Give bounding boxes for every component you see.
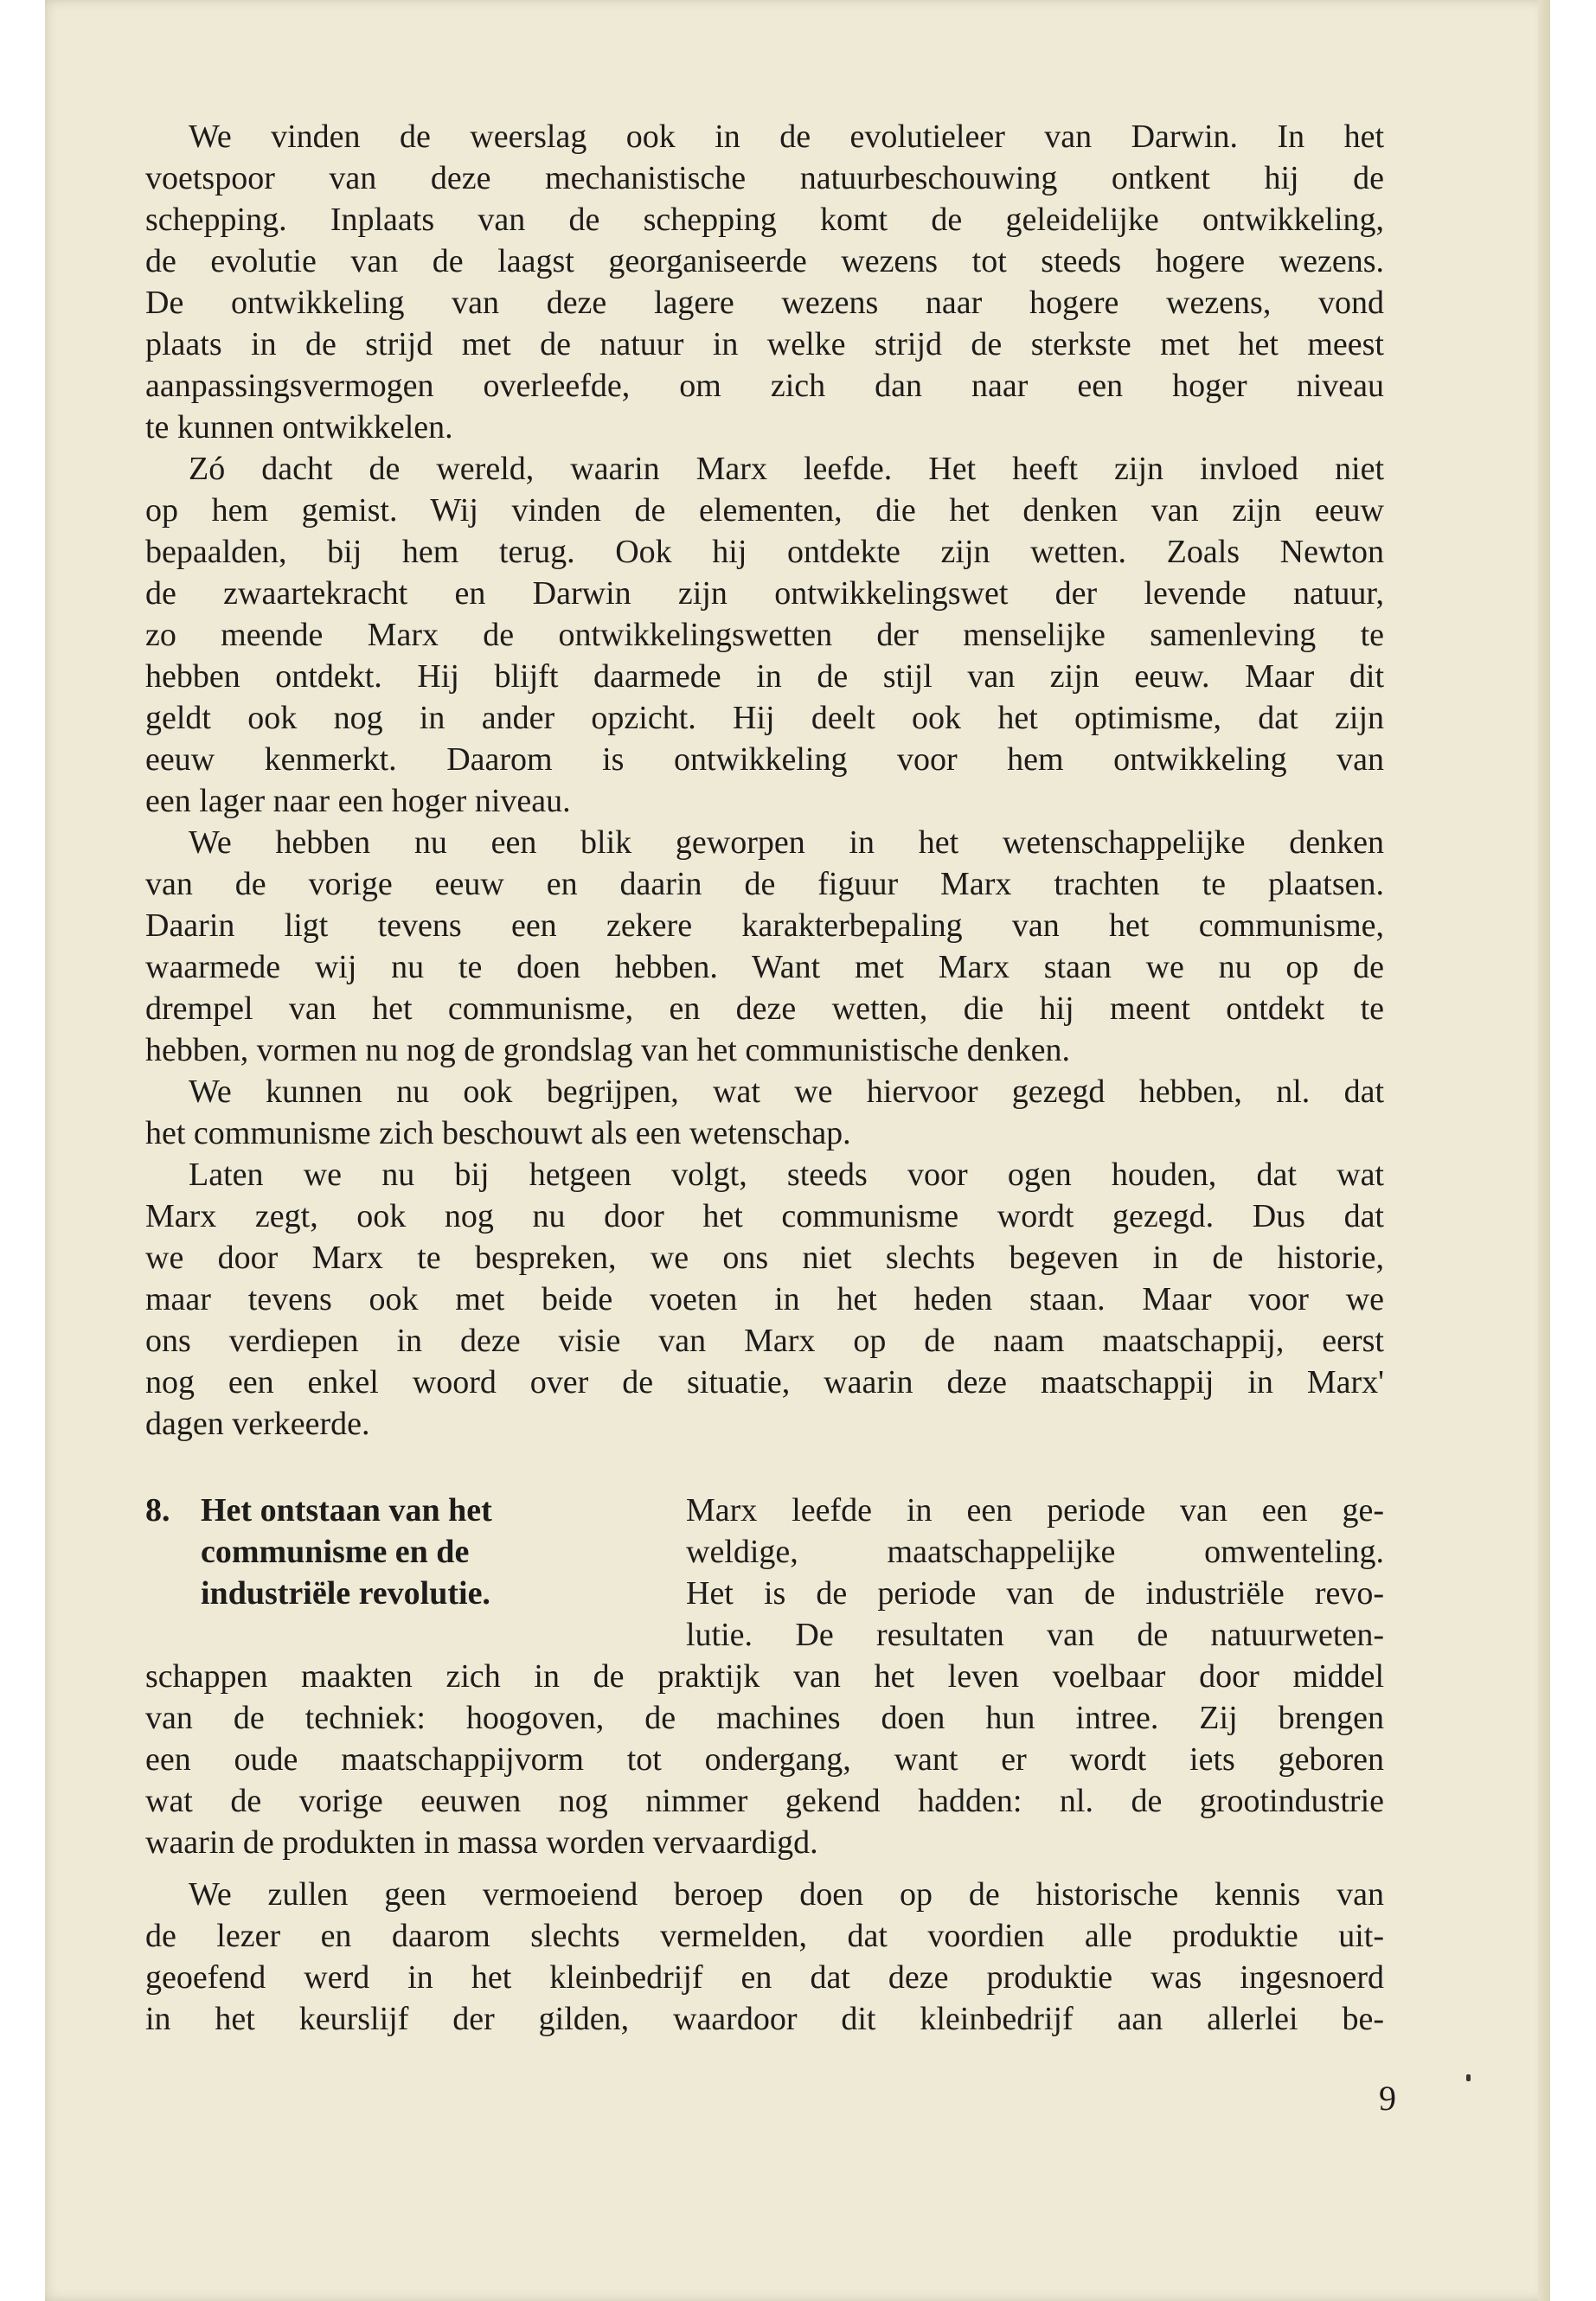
text-line: in het keurslijf der gilden, waardoor dit kleinbedrijf aan allerlei be-: [145, 2001, 1384, 2037]
text-line: een lager naar een hoger niveau.: [145, 783, 571, 819]
text-line: Marx leefde in een periode van een ge-: [686, 1492, 1384, 1529]
text-line: op hem gemist. Wij vinden de elementen, die het denken van zijn eeuw: [145, 492, 1384, 529]
paragraph-guilds: [145, 1874, 1384, 2040]
text-line: een oude maatschappijvorm tot ondergang, want er wordt iets geboren: [145, 1741, 1384, 1778]
text-line: maar tevens ook met beide voeten in het heden staan. Maar voor we: [145, 1281, 1384, 1317]
section-number: 8.: [145, 1492, 170, 1529]
paragraph-scientific-thinking: [145, 822, 1384, 1071]
paragraph-science: [145, 1071, 1384, 1154]
text-line: weldige, maatschappelijke omwenteling.: [686, 1534, 1384, 1570]
body-text-bottom: [145, 1656, 1384, 2040]
paragraph-darwin: [145, 116, 1384, 448]
text-line: de zwaartekracht en Darwin zijn ontwikkelingswet der levende natuur,: [145, 575, 1384, 612]
text-line: bepaalden, bij hem terug. Ook hij ontdekte zijn wetten. Zoals Newton: [145, 534, 1384, 570]
text-line: het communisme zich beschouwt als een wetenschap.: [145, 1115, 851, 1151]
text-line: schepping. Inplaats van de schepping komt de geleidelijke ontwikkeling,: [145, 202, 1384, 238]
text-line: Marx zegt, ook nog nu door het communisme wordt gezegd. Dus dat: [145, 1198, 1384, 1234]
text-line: We vinden de weerslag ook in de evolutieleer van Darwin. In het: [189, 119, 1384, 155]
ink-speck: [1466, 2074, 1471, 2081]
text-line: Daarin ligt tevens een zekere karakterbepaling van het communisme,: [145, 907, 1384, 944]
text-line: De ontwikkeling van deze lagere wezens naar hogere wezens, vond: [145, 285, 1384, 321]
text-line: schappen maakten zich in de praktijk van het leven voelbaar door middel: [145, 1658, 1384, 1695]
text-line: voetspoor van deze mechanistische natuurbeschouwing ontkent hij de: [145, 160, 1384, 196]
text-line: dagen verkeerde.: [145, 1406, 370, 1442]
text-line: plaats in de strijd met de natuur in welke strijd de sterkste met het meest: [145, 326, 1384, 362]
section-side-text: [686, 1490, 1384, 1656]
text-line: Laten we nu bij hetgeen volgt, steeds voor ogen houden, dat wat: [189, 1157, 1384, 1193]
text-line: lutie. De resultaten van de natuurweten-: [686, 1617, 1384, 1653]
text-line: hebben, vormen nu nog de grondslag van het communistische denken.: [145, 1032, 1071, 1068]
text-line: Het is de periode van de industriële revo-: [686, 1575, 1384, 1612]
page-number: 9: [1379, 2079, 1396, 2118]
text-line: drempel van het communisme, en deze wetten, die hij meent ontdekt te: [145, 990, 1384, 1027]
page-edge-shadow: [1538, 0, 1550, 2301]
section-title-line: industriële revolutie.: [201, 1575, 490, 1612]
body-text-top: [145, 116, 1384, 1445]
text-line: waarin de produkten in massa worden vervaardigd.: [145, 1824, 818, 1861]
text-line: We hebben nu een blik geworpen in het wetenschappelijke denken: [189, 824, 1384, 861]
text-line: hebben ontdekt. Hij blijft daarmede in de stijl van zijn eeuw. Maar dit: [145, 658, 1384, 695]
text-line: van de vorige eeuw en daarin de figuur Marx trachten te plaatsen.: [145, 866, 1384, 902]
text-line: wat de vorige eeuwen nog nimmer gekend hadden: nl. de grootindustrie: [145, 1783, 1384, 1819]
section-title-line: Het ontstaan van het: [201, 1492, 492, 1529]
paragraph-marx-world: [145, 448, 1384, 822]
text-line: We zullen geen vermoeiend beroep doen op de historische kennis van: [189, 1876, 1384, 1913]
text-line: ons verdiepen in deze visie van Marx op de naam maatschappij, eerst: [145, 1323, 1384, 1359]
text-line: van de techniek: hoogoven, de machines doen hun intree. Zij brengen: [145, 1700, 1384, 1736]
text-line: de lezer en daarom slechts vermelden, dat voordien alle produktie uit-: [145, 1918, 1384, 1954]
text-line: geoefend werd in het kleinbedrijf en dat deze produktie was ingesnoerd: [145, 1959, 1384, 1996]
text-line: eeuw kenmerkt. Daarom is ontwikkeling voor hem ontwikkeling van: [145, 741, 1384, 778]
section-title: [201, 1490, 564, 1614]
text-line: aanpassingsvermogen overleefde, om zich dan naar een hoger niveau: [145, 368, 1384, 404]
text-line: de evolutie van de laagst georganiseerde wezens tot steeds hogere wezens.: [145, 243, 1384, 279]
text-line: nog een enkel woord over de situatie, waarin deze maatschappij in Marx': [145, 1364, 1384, 1400]
paragraph-industrial: [145, 1656, 1384, 1863]
text-line: geldt ook nog in ander opzicht. Hij deelt ook het optimisme, dat zijn: [145, 700, 1384, 736]
paragraph-keep-in-mind: [145, 1154, 1384, 1445]
text-line: waarmede wij nu te doen hebben. Want met Marx staan we nu op de: [145, 949, 1384, 985]
text-line: zo meende Marx de ontwikkelingswetten der menselijke samenleving te: [145, 617, 1384, 653]
text-line: we door Marx te bespreken, we ons niet slechts begeven in de historie,: [145, 1240, 1384, 1276]
text-line: We kunnen nu ook begrijpen, wat we hiervoor gezegd hebben, nl. dat: [189, 1074, 1384, 1110]
text-line: te kunnen ontwikkelen.: [145, 409, 453, 445]
text-line: Zó dacht de wereld, waarin Marx leefde. Het heeft zijn invloed niet: [189, 451, 1384, 487]
section-title-line: communisme en de: [201, 1534, 470, 1570]
